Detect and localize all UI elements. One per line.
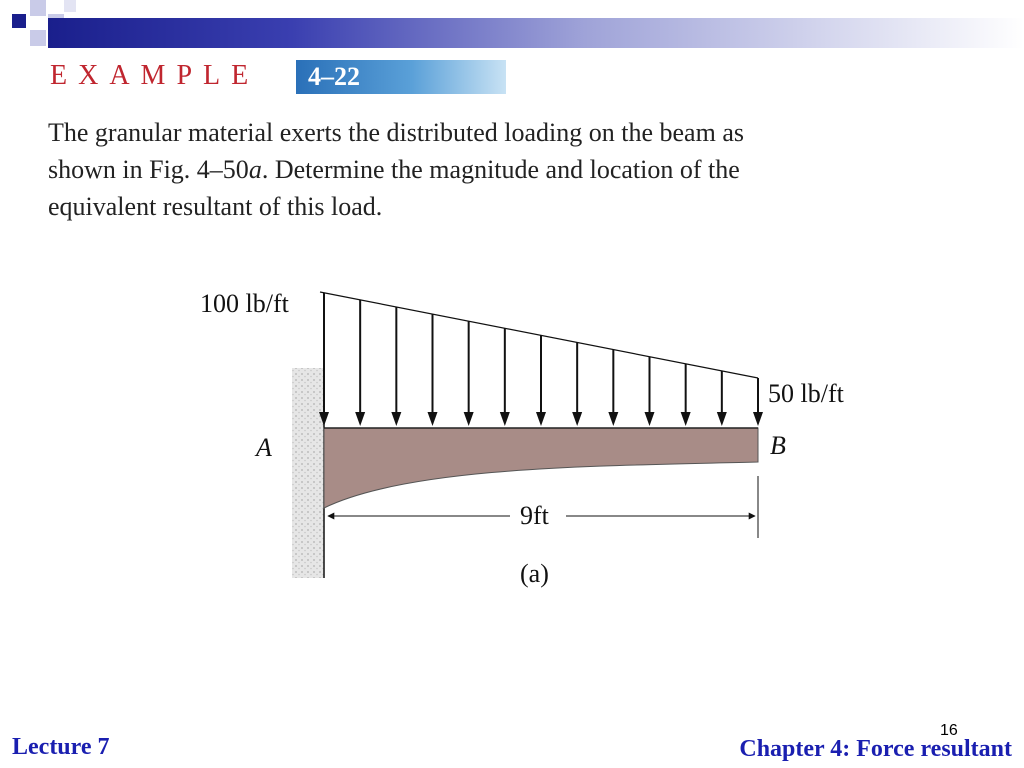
problem-line-2: shown in Fig. 4–50a. Determine the magnitude and location of the xyxy=(48,155,740,184)
beam xyxy=(324,428,758,508)
load-arrow-head xyxy=(500,412,510,426)
load-arrow-head xyxy=(464,412,474,426)
load-left-label: 100 lb/ft xyxy=(200,289,289,318)
point-a-label: A xyxy=(256,433,272,462)
load-arrow-head xyxy=(536,412,546,426)
fixed-wall-support xyxy=(292,368,324,578)
figure-caption: (a) xyxy=(520,559,549,588)
load-arrow-head xyxy=(608,412,618,426)
example-heading: EXAMPLE xyxy=(50,60,260,91)
title-gradient-bar xyxy=(48,18,1024,48)
load-right-label: 50 lb/ft xyxy=(768,379,844,408)
example-number-badge: 4–22 xyxy=(296,60,506,94)
beam-figure xyxy=(180,276,900,606)
point-b-label: B xyxy=(770,431,786,460)
load-arrow-head xyxy=(428,412,438,426)
load-arrow-head xyxy=(645,412,655,426)
load-arrows xyxy=(319,293,763,426)
load-arrow-head xyxy=(355,412,365,426)
load-arrow-head xyxy=(391,412,401,426)
footer-lecture: Lecture 7 xyxy=(12,734,110,760)
problem-line-1: The granular material exerts the distributed loading on the beam as xyxy=(48,118,744,147)
problem-line-3: equivalent resultant of this load. xyxy=(48,192,383,221)
load-arrow-head xyxy=(572,412,582,426)
load-arrow-head xyxy=(753,412,763,426)
load-arrow-head xyxy=(681,412,691,426)
load-arrow-head xyxy=(717,412,727,426)
span-label: 9ft xyxy=(520,501,549,530)
problem-statement xyxy=(48,114,988,225)
page-number: 16 xyxy=(940,722,958,739)
footer-chapter: Chapter 4: Force resultant xyxy=(739,736,1012,762)
load-envelope xyxy=(320,292,758,378)
